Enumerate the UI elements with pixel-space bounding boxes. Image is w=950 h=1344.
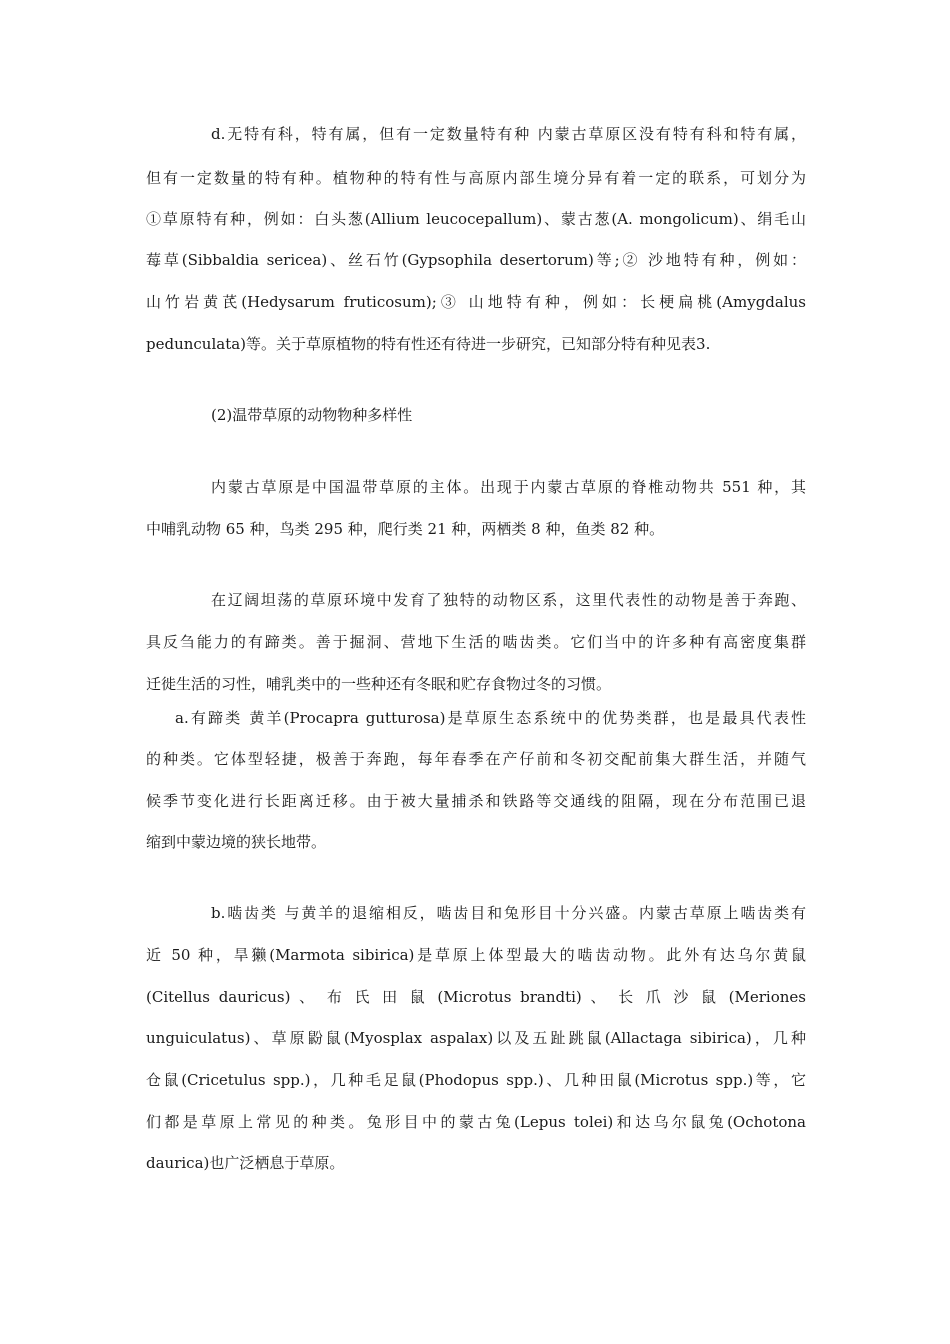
text-line: d.无特有科，特有属，但有一定数量特有种 内蒙古草原区没有特有科和特有属， [211,125,806,143]
text-line: 们都是草原上常见的种类。兔形目中的蒙古兔(Lepus tolei)和达乌尔鼠兔(Ochotona [146,1113,806,1131]
text-line: 缩到中蒙边境的狭长地带。 [146,833,327,851]
text-line: 莓草(Sibbaldia sericea)、丝石竹(Gypsophila desertorum)等;② 沙地特有种，例如： [146,251,806,269]
text-line: 近 50 种，旱獭(Marmota sibirica)是草原上体型最大的啮齿动物。此外有达乌尔黄鼠 [146,946,806,964]
text-line: daurica)也广泛栖息于草原。 [146,1154,345,1172]
text-line: 但有一定数量的特有种。植物种的特有性与高原内部生境分异有着一定的联系，可划分为 [146,169,806,187]
text-line: 迁徙生活的习性，哺乳类中的一些种还有冬眠和贮存食物过冬的习惯。 [146,675,612,693]
section-heading: (2)温带草原的动物物种多样性 [211,406,413,424]
text-line: 仓鼠(Cricetulus spp.)，几种毛足鼠(Phodopus spp.)、几种田鼠(Microtus spp.)等，它 [146,1071,806,1089]
text-line: 山竹岩黄芪(Hedysarum fruticosum);③ 山地特有种，例如：长梗扁桃(Amygdalus [146,293,806,311]
text-line: b.啮齿类 与黄羊的退缩相反，啮齿目和兔形目十分兴盛。内蒙古草原上啮齿类有 [211,904,806,922]
text-line: 的种类。它体型轻捷，极善于奔跑，每年春季在产仔前和冬初交配前集大群生活，并随气 [146,750,806,768]
text-line: 在辽阔坦荡的草原环境中发育了独特的动物区系，这里代表性的动物是善于奔跑、 [211,591,806,609]
text-line: 具反刍能力的有蹄类。善于掘洞、营地下生活的啮齿类。它们当中的许多种有高密度集群 [146,633,806,651]
text-line: 内蒙古草原是中国温带草原的主体。出现于内蒙古草原的脊椎动物共 551 种，其 [211,478,806,496]
text-line: 中哺乳动物 65 种，鸟类 295 种，爬行类 21 种，两栖类 8 种，鱼类 82 种。 [146,520,665,538]
text-line: ①草原特有种，例如：白头葱(Allium leucocepallum)、蒙古葱(A. mongolicum)、绢毛山 [146,210,806,228]
text-line: pedunculata)等。关于草原植物的特有性还有待进一步研究，已知部分特有种见表3. [146,335,711,353]
text-line: (Citellus dauricus) 、 布 氏 田 鼠 (Microtus brandti) 、 长 爪 沙 鼠 (Meriones [146,988,806,1006]
text-line: a.有蹄类 黄羊(Procapra gutturosa)是草原生态系统中的优势类群，也是最具代表性 [175,709,806,727]
text-line: 候季节变化进行长距离迁移。由于被大量捕杀和铁路等交通线的阻隔，现在分布范围已退 [146,792,806,810]
text-line: unguiculatus)、草原鼢鼠(Myosplax aspalax)以及五趾跳鼠(Allactaga sibirica)，几种 [146,1029,806,1047]
